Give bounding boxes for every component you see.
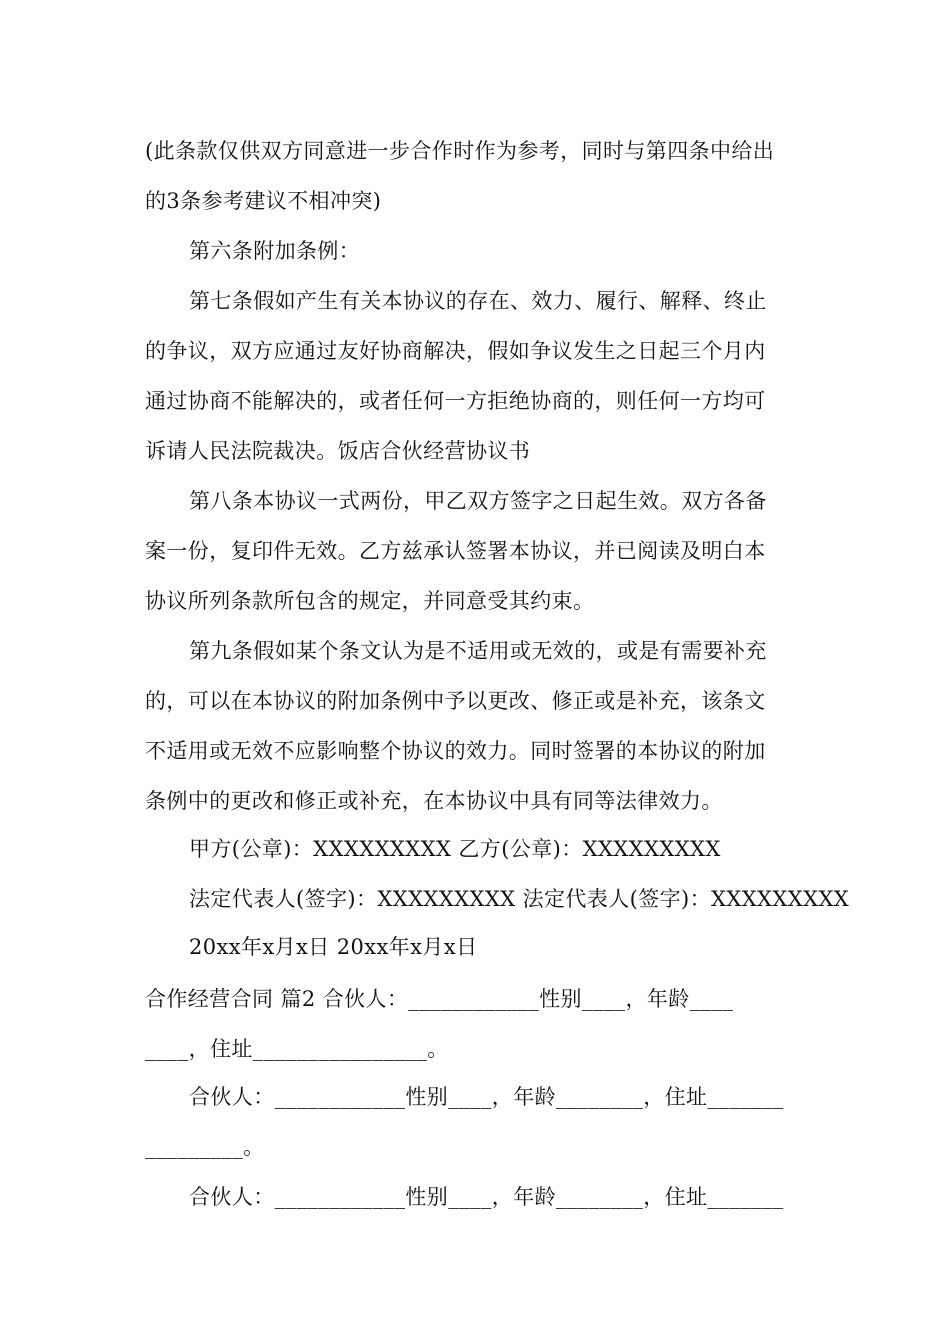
text-line: 协议所列条款所包含的规定，并同意受其约束。: [145, 589, 595, 613]
party-seal-line: 甲方(公章)：XXXXXXXXX 乙方(公章)：XXXXXXXXX: [189, 837, 721, 861]
text-line: 通过协商不能解决的，或者任何一方拒绝协商的，则任何一方均可: [145, 389, 766, 413]
text-line: 的争议，双方应通过友好协商解决，假如争议发生之日起三个月内: [145, 339, 766, 363]
signature-line: 法定代表人(签字)：XXXXXXXXX 法定代表人(签字)：XXXXXXXXX: [189, 887, 850, 911]
text-line: 案一份，复印件无效。乙方兹承认签署本协议，并已阅读及明白本: [145, 539, 766, 563]
text-line: 诉请人民法院裁决。饭店合伙经营协议书: [145, 439, 531, 463]
text-line: 条例中的更改和修正或补充，在本协议中具有同等法律效力。: [145, 789, 723, 813]
text-line: 第八条本协议一式两份，甲乙双方签字之日起生效。双方各备: [189, 489, 767, 513]
date-line: 20xx年x月x日 20xx年x月x日: [189, 935, 478, 959]
text-line: _________。: [145, 1135, 265, 1159]
section-heading: 第六条附加条例：: [189, 239, 361, 263]
partner-line: 合伙人：____________性别____，年龄________，住址_______: [189, 1185, 784, 1209]
text-line: 不适用或无效不应影响整个协议的效力。同时签署的本协议的附加: [145, 739, 766, 763]
text-line: ____，住址________________。: [145, 1037, 449, 1061]
text-line: 的，可以在本协议的附加条例中予以更改、修正或是补充，该条文: [145, 689, 766, 713]
text-line: 的3条参考建议不相冲突): [145, 189, 382, 213]
text-line: (此条款仅供双方同意进一步合作时作为参考，同时与第四条中给出: [145, 139, 775, 163]
contract-heading-line: 合作经营合同 篇2 合伙人：____________性别____，年龄____: [145, 987, 734, 1011]
text-line: 第九条假如某个条文认为是不适用或无效的，或是有需要补充: [189, 639, 767, 663]
partner-line: 合伙人：____________性别____，年龄________，住址_______: [189, 1085, 784, 1109]
text-line: 第七条假如产生有关本协议的存在、效力、履行、解释、终止: [189, 289, 767, 313]
